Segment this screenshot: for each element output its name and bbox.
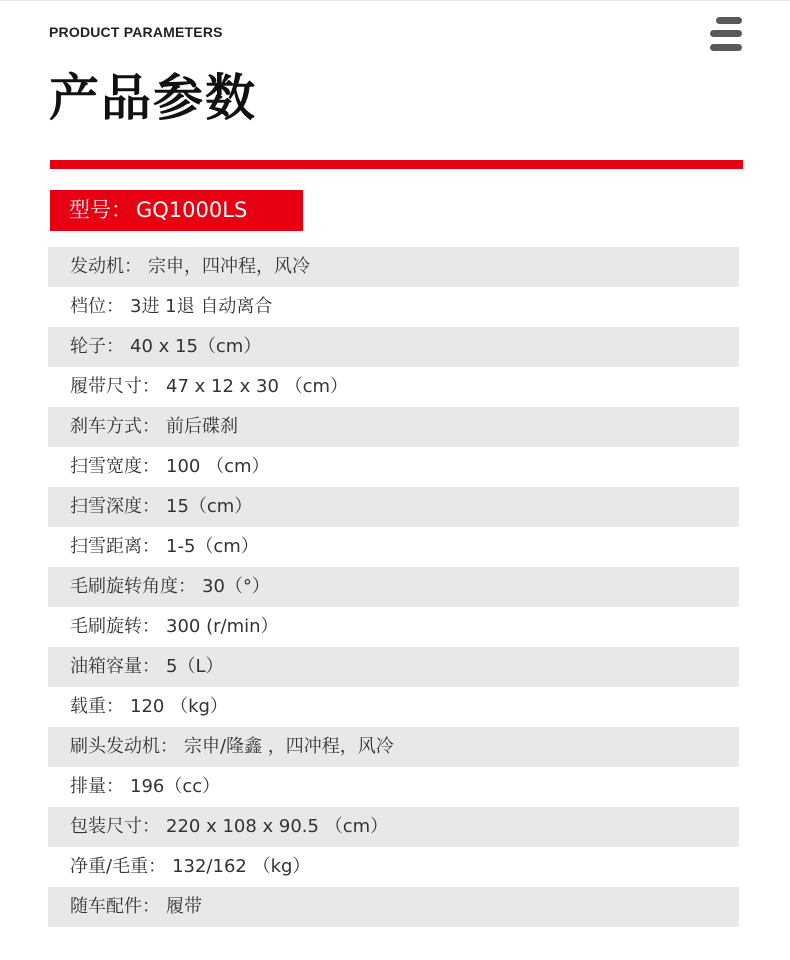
spec-value: 3进 1退 自动离合 xyxy=(130,296,273,317)
spec-label: 履带尺寸： xyxy=(70,376,160,397)
spec-value: 30（°） xyxy=(202,576,270,597)
menu-bar xyxy=(716,17,742,24)
spec-row xyxy=(48,327,739,367)
spec-value: 1-5（cm） xyxy=(166,536,259,557)
spec-row xyxy=(48,247,739,287)
section-eyebrow: PRODUCT PARAMETERS xyxy=(49,24,223,40)
spec-row xyxy=(48,487,739,527)
spec-row xyxy=(48,367,739,407)
spec-label: 毛刷旋转角度： xyxy=(70,576,196,597)
spec-label: 净重/毛重： xyxy=(70,856,167,877)
spec-value: 100 （cm） xyxy=(166,456,270,477)
spec-row xyxy=(48,687,739,727)
spec-label: 包装尺寸： xyxy=(70,816,160,837)
spec-row xyxy=(48,887,739,927)
spec-value: 196（cc） xyxy=(130,776,221,797)
spec-label: 发动机： xyxy=(70,256,142,277)
red-divider xyxy=(50,160,743,169)
spec-value: 履带 xyxy=(166,896,202,917)
spec-value: 前后碟刹 xyxy=(166,416,238,437)
spec-value: 宗申/隆鑫 ，四冲程，风冷 xyxy=(184,736,394,757)
spec-value: 5（L） xyxy=(166,656,224,677)
spec-label: 扫雪距离： xyxy=(70,536,160,557)
spec-label: 扫雪深度： xyxy=(70,496,160,517)
spec-row xyxy=(48,847,739,887)
spec-row xyxy=(48,807,739,847)
spec-label: 油箱容量： xyxy=(70,656,160,677)
top-divider xyxy=(0,0,790,1)
spec-row xyxy=(48,767,739,807)
spec-label: 载重： xyxy=(70,696,124,717)
spec-label: 随车配件： xyxy=(70,896,160,917)
page-title: 产品参数 xyxy=(49,69,257,127)
spec-label: 档位： xyxy=(70,296,124,317)
model-label: 型号： xyxy=(69,198,132,222)
spec-value: 40 x 15（cm） xyxy=(130,336,262,357)
spec-list xyxy=(48,247,739,927)
spec-label: 轮子： xyxy=(70,336,124,357)
spec-row xyxy=(48,567,739,607)
spec-value: 120 （kg） xyxy=(130,696,228,717)
spec-label: 排量： xyxy=(70,776,124,797)
spec-row xyxy=(48,447,739,487)
menu-bar xyxy=(710,30,742,37)
spec-row xyxy=(48,607,739,647)
spec-label: 毛刷旋转： xyxy=(70,616,160,637)
spec-label: 刷头发动机： xyxy=(70,736,178,757)
spec-value: 300 (r/min） xyxy=(166,616,279,637)
spec-value: 47 x 12 x 30 （cm） xyxy=(166,376,349,397)
spec-row xyxy=(48,407,739,447)
hamburger-menu-icon[interactable] xyxy=(710,17,742,51)
model-value: GQ1000LS xyxy=(136,198,248,222)
spec-row xyxy=(48,527,739,567)
spec-value: 宗申，四冲程，风冷 xyxy=(148,256,310,277)
spec-value: 220 x 108 x 90.5 （cm） xyxy=(166,816,389,837)
spec-value: 132/162 （kg） xyxy=(172,856,311,877)
spec-row xyxy=(48,287,739,327)
spec-row xyxy=(48,647,739,687)
spec-label: 扫雪宽度： xyxy=(70,456,160,477)
spec-row xyxy=(48,727,739,767)
model-banner xyxy=(50,190,303,231)
menu-bar xyxy=(710,44,742,51)
spec-label: 刹车方式： xyxy=(70,416,160,437)
spec-value: 15（cm） xyxy=(166,496,253,517)
